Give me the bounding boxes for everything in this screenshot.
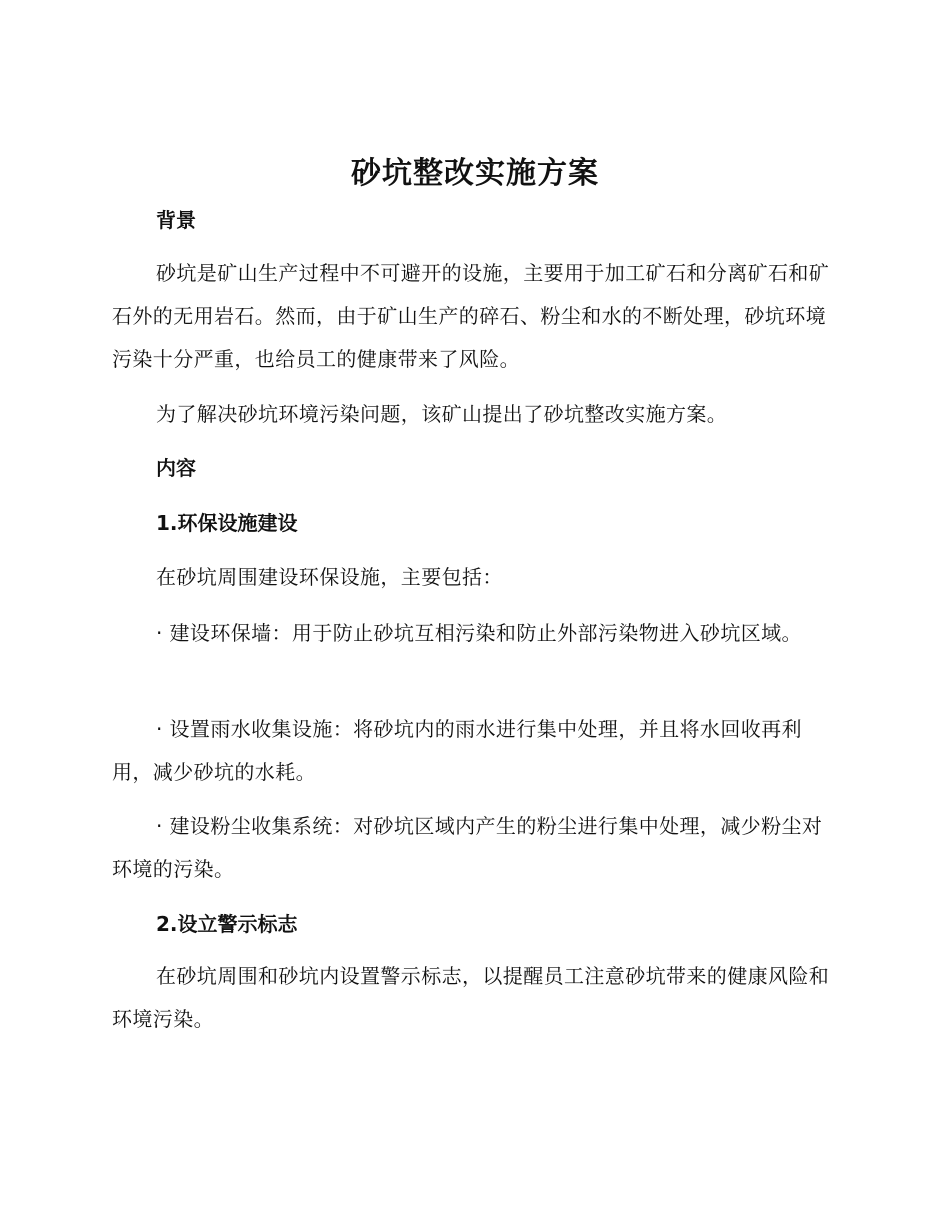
subheading-environmental-facilities: 1.环保设施建设 bbox=[156, 511, 298, 535]
paragraph-warning-signs: 在砂坑周围和砂坑内设置警示标志，以提醒员工注意砂坑带来的健康风险和环境污染。 bbox=[112, 964, 830, 1031]
section-heading-content: 内容 bbox=[156, 456, 196, 480]
paragraph-facilities-intro: 在砂坑周围建设环保设施，主要包括： bbox=[156, 565, 503, 589]
bullet-item-rainwater: · 设置雨水收集设施：将砂坑内的雨水进行集中处理，并且将水回收再利用，减少砂坑的水耗。 bbox=[112, 717, 802, 784]
paragraph-background-1: 砂坑是矿山生产过程中不可避开的设施，主要用于加工矿石和分离矿石和矿石外的无用岩石。然而，由于矿山生产的碎石、粉尘和水的不断处理，砂坑环境污染十分严重，也给员工的健康带来了风险。 bbox=[112, 261, 830, 371]
bullet-item-wall: · 建设环保墙：用于防止砂坑互相污染和防止外部污染物进入砂坑区域。 bbox=[156, 621, 802, 645]
section-heading-background: 背景 bbox=[156, 208, 196, 232]
bullet-item-dust: · 建设粉尘收集系统：对砂坑区域内产生的粉尘进行集中处理，减少粉尘对环境的污染。 bbox=[112, 814, 823, 881]
page-title: 砂坑整改实施方案 bbox=[351, 156, 599, 191]
subheading-warning-signs: 2.设立警示标志 bbox=[156, 912, 298, 936]
paragraph-background-2: 为了解决砂坑环境污染问题，该矿山提出了砂坑整改实施方案。 bbox=[156, 402, 728, 426]
